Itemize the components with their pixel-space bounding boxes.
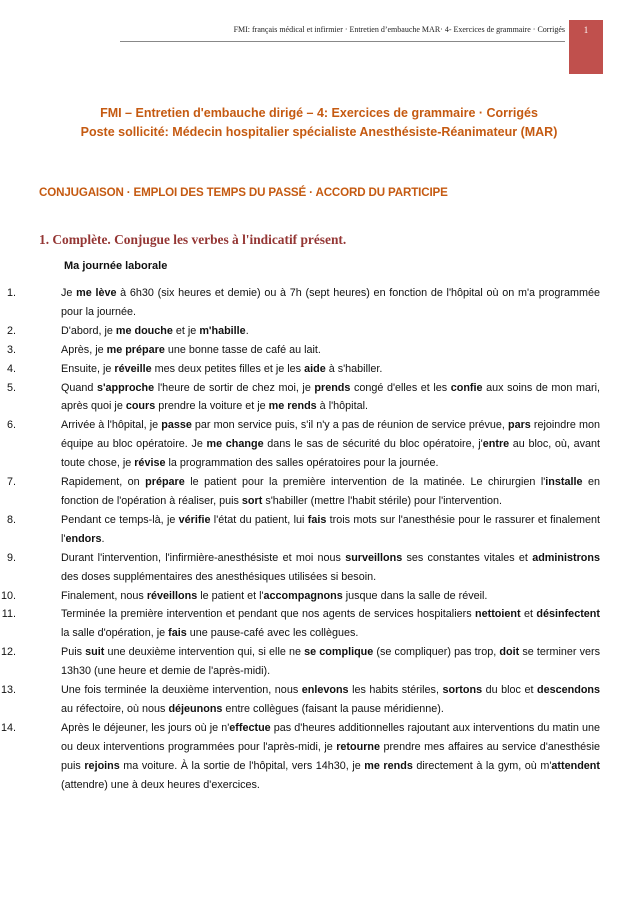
text-segment: l'état du patient, lui <box>210 513 308 526</box>
answer-verb: effectue <box>229 721 271 734</box>
list-item <box>0 549 600 587</box>
text-segment: les habits stériles, <box>348 684 443 697</box>
text-segment: Finalement, nous <box>61 589 147 602</box>
list-item <box>0 341 600 360</box>
text-segment: (attendre) une à deux heures d'exercices. <box>61 778 260 791</box>
exercise-subtitle: Ma journée laborale <box>64 260 168 272</box>
text-segment: Ensuite, je <box>61 362 115 375</box>
list-item <box>0 511 600 549</box>
text-segment: directement à la gym, où m' <box>412 759 552 772</box>
text-segment: entre collègues (faisant la pause méridienne). <box>222 702 444 715</box>
page-number: 1 <box>583 25 589 35</box>
answer-verb: fais <box>307 513 327 526</box>
answer-verb: aide <box>304 362 326 375</box>
answer-verb: entre <box>482 438 510 451</box>
list-item <box>0 379 600 417</box>
text-segment: par mon service puis, s'il n'y a pas de réunion de service prévue, <box>191 419 508 432</box>
text-segment: Pendant ce temps-là, je <box>61 513 179 526</box>
exercise-heading: 1. Complète. Conjugue les verbes à l'indicatif présent. <box>39 232 347 247</box>
list-item-text <box>61 552 600 583</box>
answer-verb: révise <box>134 457 166 470</box>
text-segment: dans le sas de sécurité du bloc opératoire, j' <box>263 438 483 451</box>
list-item-number: 3. <box>6 343 16 356</box>
text-segment: le patient pour la première intervention de la matinée. Le chirurgien l' <box>184 476 546 489</box>
list-item <box>0 473 600 511</box>
list-item <box>0 681 600 719</box>
text-segment: Puis <box>61 646 86 659</box>
text-segment: à s'habiller. <box>325 362 383 375</box>
text-segment: Rapidement, on <box>61 476 146 489</box>
answer-verb: m'habille <box>199 324 246 337</box>
answer-verb: me rends <box>364 759 413 772</box>
answer-verb: me douche <box>115 324 173 337</box>
text-segment: la programmation des salles opératoires pour la journée. <box>165 457 439 470</box>
list-item-number: 7. <box>6 476 16 489</box>
text-segment: au réfectoire, où nous <box>61 702 169 715</box>
list-item <box>0 587 600 606</box>
answer-verb: enlevons <box>301 684 349 697</box>
text-segment: l'heure de sortir de chez moi, je <box>154 381 315 394</box>
text-segment: s'habiller (mettre l'habit stérile) pour l'intervention. <box>262 494 502 507</box>
text-segment: Terminée la première intervention et pendant que nos agents de services hospitaliers <box>61 608 475 621</box>
text-segment: ma voiture. À la sortie de l'hôpital, vers 14h30, je <box>119 759 365 772</box>
list-item-text <box>61 325 249 337</box>
text-segment: jusque dans la salle de réveil. <box>342 589 488 602</box>
text-segment: en fonction de l'opération à réaliser, puis <box>61 476 600 507</box>
list-item-text <box>61 590 487 602</box>
text-segment: . <box>101 532 105 545</box>
answer-verb: vérifie <box>178 513 211 526</box>
exercise-list <box>0 284 638 794</box>
list-item <box>0 284 600 322</box>
list-item-number: 14. <box>0 721 16 734</box>
text-segment: congé d'elles et les <box>350 381 451 394</box>
answer-verb: fais <box>168 627 187 640</box>
answer-verb: sort <box>241 494 263 507</box>
text-segment: la salle d'opération, je <box>61 627 169 640</box>
list-item-number: 9. <box>6 551 16 564</box>
list-item-number: 1. <box>6 287 16 299</box>
list-item-number: 12. <box>0 646 16 659</box>
answer-verb: pars <box>508 419 531 432</box>
answer-verb: accompagnons <box>263 589 343 602</box>
list-item-text <box>61 382 600 413</box>
text-segment: et je <box>172 324 200 337</box>
text-segment: Durant l'intervention, l'infirmière-anesthésiste et moi nous <box>61 551 346 564</box>
list-item-text <box>61 722 600 791</box>
text-segment: le patient et l' <box>197 589 264 602</box>
text-segment: prendre mes affaires au service d'anesthésie puis <box>61 740 600 772</box>
text-segment: Une fois terminée la deuxième intervention, nous <box>61 684 302 697</box>
answer-verb: doit <box>499 646 520 659</box>
text-segment: Je <box>61 287 77 299</box>
text-segment: rejoindre mon équipe au bloc opératoire. Je <box>61 419 600 451</box>
answer-verb: me change <box>206 438 264 451</box>
text-segment: mes deux petites filles et je les <box>151 362 305 375</box>
list-item <box>0 322 600 341</box>
text-segment: pas d'heures additionnelles rajoutant aux interventions du matin une ou deux interventions programmées pour l'après-midi, je <box>61 721 600 753</box>
answer-verb: administrons <box>532 551 600 564</box>
answer-verb: attendent <box>551 759 600 772</box>
list-item <box>0 719 600 795</box>
section-heading: CONJUGAISON · EMPLOI DES TEMPS DU PASSÉ · ACCORD DU PARTICIPE <box>39 186 448 199</box>
list-item <box>0 643 600 681</box>
text-segment: Quand <box>61 381 97 394</box>
document-title: FMI – Entretien d'embauche dirigé – 4: Exercices de grammaire · Corrigés <box>100 106 538 120</box>
answer-verb: me prépare <box>106 343 165 356</box>
list-item-number: 13. <box>0 684 16 697</box>
list-item-number: 4. <box>6 362 16 375</box>
text-segment: et <box>520 608 537 621</box>
text-segment: une pause-café avec les collègues. <box>186 627 359 640</box>
list-item-text <box>61 419 600 469</box>
text-segment: au bloc, où, avant toute chose, je <box>61 438 600 470</box>
list-item-text <box>61 476 600 507</box>
list-item-number: 10. <box>0 589 16 602</box>
text-segment: (se compliquer) pas trop, <box>373 646 500 659</box>
header-rule <box>120 41 565 42</box>
answer-verb: cours <box>125 400 156 413</box>
text-segment: ses constantes vitales et <box>402 551 533 564</box>
answer-verb: s'approche <box>96 381 155 394</box>
text-segment: D'abord, je <box>61 324 116 337</box>
answer-verb: descendons <box>537 684 601 697</box>
text-segment: Arrivée à l'hôpital, je <box>61 419 162 432</box>
answer-verb: rejoins <box>84 759 120 772</box>
answer-verb: sortons <box>442 684 483 697</box>
answer-verb: prépare <box>145 476 185 489</box>
running-header: FMI: français médical et infirmier · Entretien d’embauche MAR· 4- Exercices de grammaire · Corrigés <box>233 25 565 34</box>
answer-verb: nettoient <box>475 608 521 621</box>
text-segment: du bloc et <box>482 684 538 697</box>
answer-verb: me lève <box>76 287 117 299</box>
answer-verb: confie <box>450 381 483 394</box>
answer-verb: déjeunons <box>168 702 223 715</box>
answer-verb: suit <box>85 646 105 659</box>
answer-verb: passe <box>161 419 192 432</box>
text-segment: aux soins de mon mari, après quoi je <box>61 381 600 413</box>
list-item-text <box>61 344 321 356</box>
list-item <box>0 360 600 379</box>
answer-verb: se complique <box>304 646 374 659</box>
answer-verb: désinfectent <box>536 608 600 621</box>
list-item <box>0 605 600 643</box>
answer-verb: me rends <box>268 400 317 413</box>
text-segment: trois mots sur l'anesthésie pour le rassurer et finalement l' <box>61 513 600 545</box>
answer-verb: réveillons <box>146 589 198 602</box>
text-segment: Après le déjeuner, les jours où je n' <box>61 721 230 734</box>
list-item-number: 11. <box>1 608 16 621</box>
text-segment: des doses supplémentaires des anesthésiques utilisées si besoin. <box>61 570 377 583</box>
text-segment: . <box>245 324 249 337</box>
answer-verb: prends <box>314 381 351 394</box>
text-segment: à 6h30 (six heures et demie) ou à 7h (sept heures) en fonction de l'hôpital où on m'a programmée pour la journée. <box>61 287 600 318</box>
page-number-box <box>569 20 603 74</box>
answer-verb: installe <box>545 476 583 489</box>
document-subtitle: Poste sollicité: Médecin hospitalier spécialiste Anesthésiste-Réanimateur (MAR) <box>80 125 558 139</box>
text-segment: à l'hôpital. <box>316 400 368 413</box>
list-item-number: 2. <box>6 324 16 337</box>
list-item-number: 5. <box>6 381 16 394</box>
answer-verb: retourne <box>336 740 381 753</box>
list-item-text <box>61 646 600 677</box>
list-item-text <box>61 684 600 715</box>
list-item-number: 8. <box>6 513 16 526</box>
list-item-text <box>61 514 600 545</box>
text-segment: une bonne tasse de café au lait. <box>164 343 321 356</box>
answer-verb: réveille <box>114 362 152 375</box>
answer-verb: surveillons <box>345 551 403 564</box>
list-item <box>0 416 600 473</box>
answer-verb: endors <box>65 532 102 545</box>
list-item-text <box>61 287 600 318</box>
text-segment: se terminer vers 13h30 (une heure et demie de l'après-midi). <box>61 646 600 678</box>
list-item-number: 6. <box>6 419 16 432</box>
list-item-text <box>61 608 600 639</box>
text-segment: Après, je <box>61 343 107 356</box>
text-segment: une deuxième intervention qui, si elle ne <box>104 646 305 659</box>
text-segment: prendre la voiture et je <box>155 400 269 413</box>
list-item-text <box>61 363 382 375</box>
